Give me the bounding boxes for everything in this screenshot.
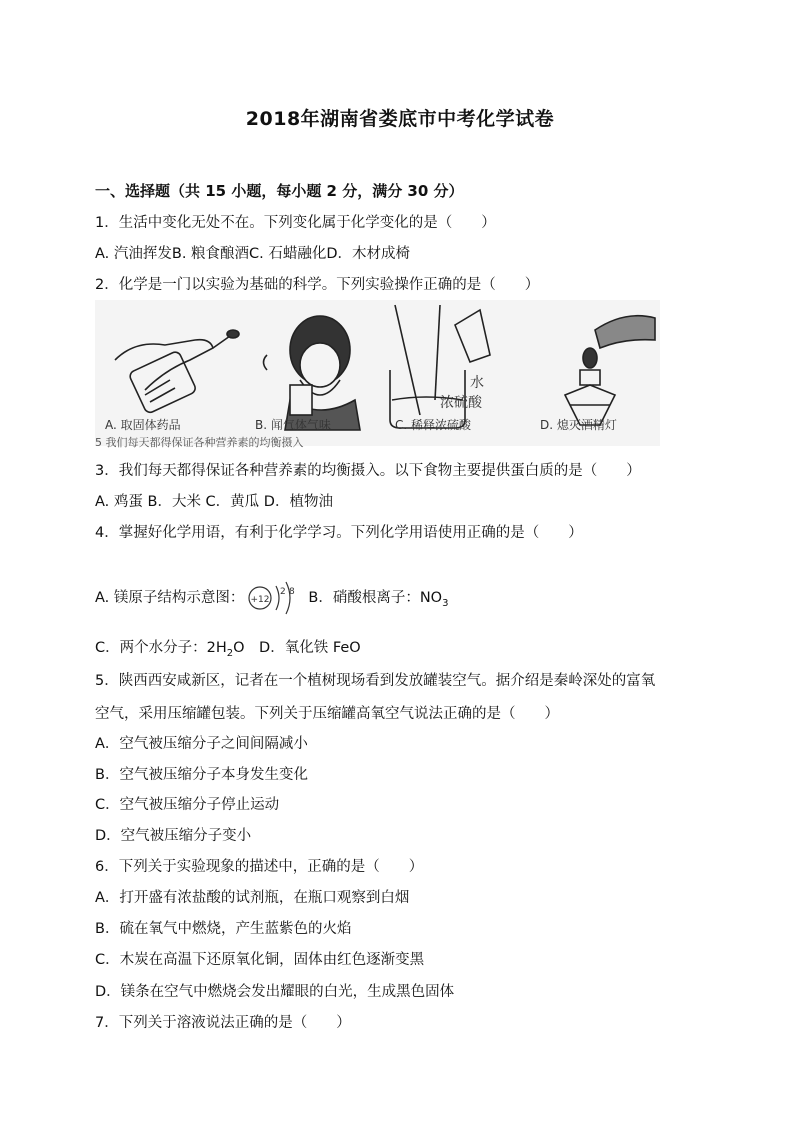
q5-stem-line2: 空气，采用压缩罐包装。下列关于压缩罐高氧空气说法正确的是（ ） — [95, 706, 559, 722]
q5-stem-line1: 5．陕西西安咸新区，记者在一个植树现场看到发放罐装空气。据介绍是秦岭深处的富氧 — [95, 673, 656, 689]
caption-b: B. 闻气体气味 — [255, 418, 331, 432]
q6-option-c: C．木炭在高温下还原氧化铜，固体由红色逐渐变黑 — [95, 952, 425, 968]
page-title: 2018年湖南省娄底市中考化学试卷 — [245, 108, 555, 130]
q3-options: A. 鸡蛋 B．大米 C．黄瓜 D．植物油 — [95, 494, 333, 510]
caption-d: D. 熄灭酒精灯 — [540, 418, 617, 432]
q4-option-c-sub: 2 — [226, 647, 234, 659]
q4-stem: 4．掌握好化学用语，有利于化学学习。下列化学用语使用正确的是（ ） — [95, 525, 583, 541]
figure-cut-text: 5 我们每天都得保证各种营养素的均衡摄入 — [95, 436, 304, 449]
q6-option-a: A．打开盛有浓盐酸的试剂瓶，在瓶口观察到白烟 — [95, 890, 410, 906]
q2-stem: 2．化学是一门以实验为基础的科学。下列实验操作正确的是（ ） — [95, 277, 540, 293]
q5-option-a: A．空气被压缩分子之间间隔减小 — [95, 736, 308, 752]
q4-option-b — [308, 590, 449, 609]
q4-options-cd — [95, 638, 361, 664]
q4-options-ab — [95, 578, 448, 624]
q1-options: A. 汽油挥发B. 粮食酿酒C. 石蜡融化D．木材成椅 — [95, 246, 411, 262]
atom-structure-diagram — [246, 578, 306, 618]
q5-option-c: C．空气被压缩分子停止运动 — [95, 797, 280, 813]
q4-option-b-text: B．硝酸根离子：NO — [308, 590, 443, 606]
q1-stem: 1．生活中变化无处不在。下列变化属于化学变化的是（ ） — [95, 215, 496, 231]
atom-shell1-label: 2 — [280, 587, 287, 597]
q6-stem: 6．下列关于实验现象的描述中，正确的是（ ） — [95, 859, 424, 875]
q4-option-b-sub: 3 — [442, 597, 449, 609]
label-acid: 浓硫酸 — [440, 395, 482, 411]
q6-option-b: B．硫在氧气中燃烧，产生蓝紫色的火焰 — [95, 921, 352, 937]
section-heading-choice: 一、选择题（共 15 小题，每小题 2 分，满分 30 分） — [95, 182, 464, 200]
q5-option-b: B．空气被压缩分子本身发生变化 — [95, 767, 308, 783]
q7-stem: 7．下列关于溶液说法正确的是（ ） — [95, 1015, 351, 1031]
label-water: 水 — [470, 375, 484, 391]
caption-c: C. 稀释浓硫酸 — [395, 418, 472, 432]
q4-option-cd-suffix: O D．氧化铁 FeO — [233, 640, 361, 656]
q6-option-d: D．镁条在空气中燃烧会发出耀眼的白光，生成黑色固体 — [95, 984, 455, 1000]
atom-nucleus-label: +12 — [250, 595, 270, 605]
q2-experiment-figure — [95, 300, 660, 449]
q3-stem: 3．我们每天都得保证各种营养素的均衡摄入。以下食物主要提供蛋白质的是（ ） — [95, 463, 641, 479]
atom-shell2-label: 8 — [289, 587, 296, 597]
q5-option-d: D．空气被压缩分子变小 — [95, 828, 252, 844]
caption-a: A. 取固体药品 — [105, 418, 181, 432]
q4-option-c-text: C．两个水分子：2H — [95, 640, 227, 656]
q4-option-a: A. 镁原子结构示意图： — [95, 590, 245, 606]
